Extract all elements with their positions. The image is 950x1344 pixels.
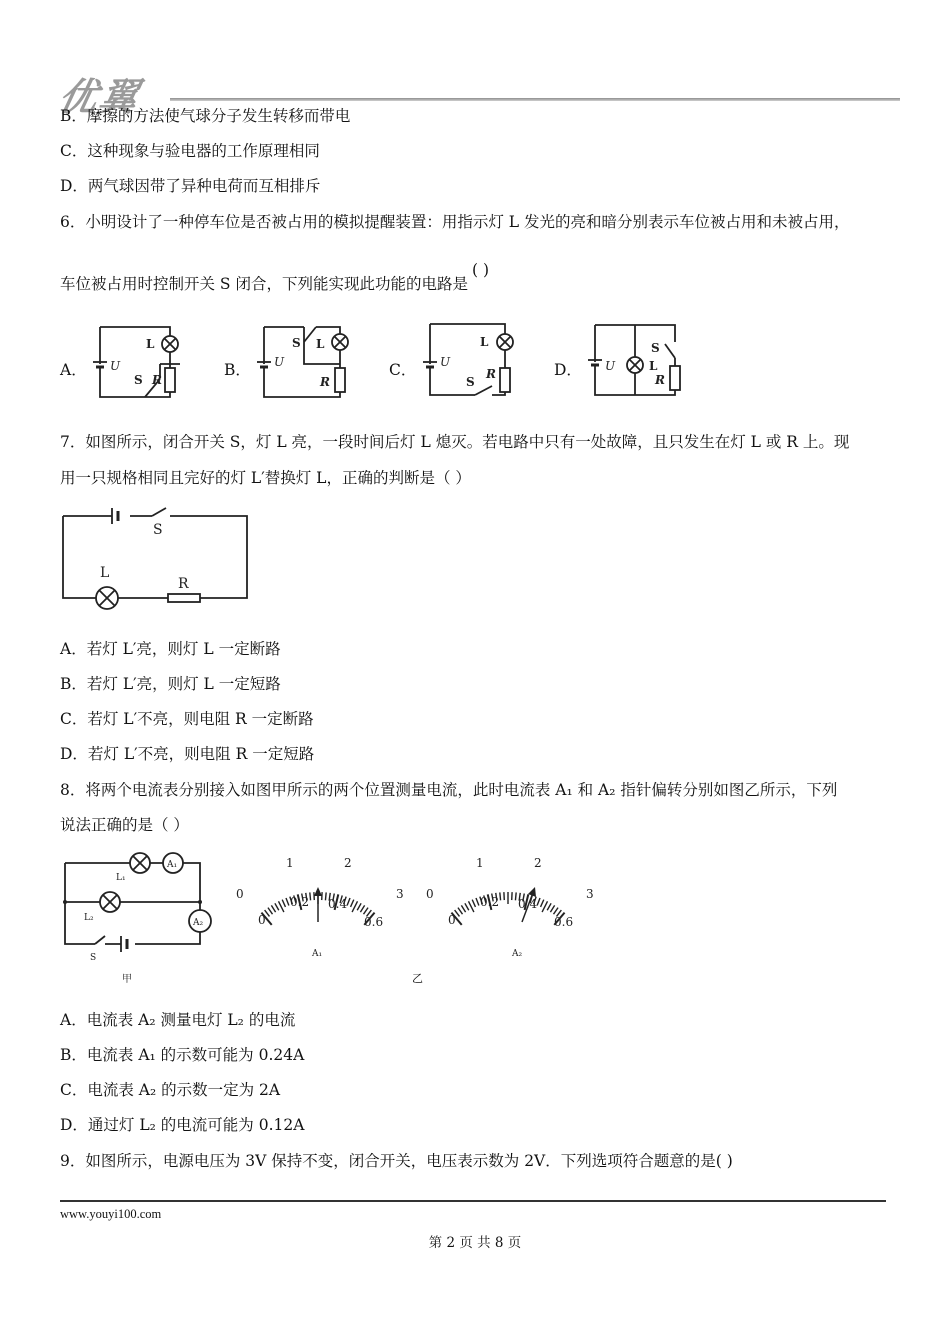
- q6c-r-label: R: [486, 367, 496, 381]
- q7-option-c: C．若灯 L′不亮，则电阻 R 一定断路: [60, 710, 314, 728]
- q5-option-b: B．摩擦的方法使气球分子发生转移而带电: [60, 107, 351, 125]
- q6-circuit-c: [420, 322, 530, 402]
- q6d-l-label: L: [649, 359, 658, 373]
- m2-top-1: 1: [476, 856, 484, 870]
- m1-bottom-2: 0.4: [328, 897, 348, 911]
- q8-option-a: A．电流表 A₂ 测量电灯 L₂ 的电流: [60, 1011, 296, 1029]
- q8-stem-line2: 说法正确的是（ ）: [60, 816, 189, 834]
- m2-top-3: 3: [586, 887, 594, 901]
- q8-a1-symbol: A₁: [167, 860, 178, 870]
- q6a-r-label: R: [152, 373, 162, 387]
- m2-bottom-0: 0: [448, 913, 456, 927]
- meter-tick: [550, 905, 554, 912]
- meter-tick: [476, 898, 479, 905]
- q8-stem-line1: 8．将两个电流表分别接入如图甲所示的两个位置测量电流，此时电流表 A₁ 和 A₂ 指针偏转分别如图乙所示，下列: [60, 781, 838, 799]
- q7-l-label: L: [100, 565, 110, 581]
- q6-answer-paren: ( ): [471, 261, 490, 279]
- m1-bottom-3: 0.6: [364, 915, 384, 929]
- meter-tick: [275, 903, 279, 910]
- meter-tick: [547, 903, 551, 910]
- m2-bottom-3: 0.6: [554, 915, 574, 929]
- m2-bottom-1: 0.2: [480, 895, 500, 909]
- q8-a2-symbol: A₂: [193, 918, 204, 928]
- q6a-l-label: L: [146, 337, 155, 351]
- logo-text: 优翼: [54, 75, 144, 119]
- q6-stem-line1: 6．小明设计了一种停车位是否被占用的模拟提醒装置：用指示灯 L 发光的亮和暗分别表示车位被占用和未被占用，: [60, 213, 850, 231]
- m2-top-0: 0: [426, 887, 434, 901]
- meter-tick: [537, 898, 540, 905]
- q8-option-d: D．通过灯 L₂ 的电流可能为 0.12A: [60, 1116, 305, 1134]
- meter-tick: [268, 908, 273, 915]
- m2-top-2: 2: [534, 856, 542, 870]
- q7-s-label: S: [153, 522, 163, 538]
- q6d-r-label: R: [655, 373, 665, 387]
- q7-stem-line2: 用一只规格相同且完好的灯 L′替换灯 L，正确的判断是（ ）: [60, 469, 471, 487]
- q9-stem-line1: 9．如图所示，电源电压为 3V 保持不变，闭合开关，电压表示数为 2V．下列选项符合题意的是( ): [60, 1152, 733, 1170]
- q6-label-d: D．: [554, 361, 582, 379]
- m1-bottom-1: 0.2: [290, 895, 310, 909]
- m1-top-0: 0: [236, 887, 244, 901]
- q7-option-a: A．若灯 L′亮，则灯 L 一定断路: [60, 640, 281, 658]
- q6a-u-label: U: [110, 359, 121, 373]
- m1-top-3: 3: [396, 887, 404, 901]
- q8-jia-label: 甲: [122, 974, 132, 985]
- meter-tick: [364, 908, 369, 915]
- q8-option-b: B．电流表 A₁ 的示数可能为 0.24A: [60, 1046, 305, 1064]
- q6c-u-label: U: [440, 355, 451, 369]
- q8-s-label: S: [90, 953, 97, 963]
- m2-label: A₂: [512, 949, 523, 959]
- q7-option-b: B．若灯 L′亮，则灯 L 一定短路: [60, 675, 281, 693]
- header-rule: [170, 98, 900, 101]
- q8-meter-a2: [418, 850, 608, 960]
- meter-tick: [554, 908, 559, 915]
- q6-circuit-d: [585, 320, 700, 400]
- meter-tick: [500, 892, 501, 900]
- q6a-s-label: S: [134, 373, 143, 387]
- q6b-l-label: L: [316, 337, 325, 351]
- footer-url: www.youyi100.com: [60, 1207, 162, 1221]
- meter-tick: [271, 905, 275, 912]
- q8-l1-label: L₁: [116, 873, 126, 883]
- meter-tick: [541, 900, 544, 907]
- q6c-s-label: S: [466, 375, 475, 389]
- q6b-s-label: S: [292, 336, 301, 350]
- meter-a2-scale: [451, 892, 564, 925]
- q8-yi-label: 乙: [412, 972, 423, 985]
- footer-rule: [60, 1200, 886, 1202]
- meter-tick: [515, 892, 516, 900]
- meter-tick: [347, 898, 350, 905]
- q8-option-c: C．电流表 A₂ 的示数一定为 2A: [60, 1081, 281, 1099]
- meter-tick: [310, 892, 311, 900]
- q8-l2-label: L₂: [84, 913, 94, 923]
- meter-tick: [360, 905, 364, 912]
- meter-tick: [325, 892, 326, 900]
- q6-stem-line2: [60, 261, 490, 294]
- meter-tick: [351, 900, 354, 907]
- q6-label-b: B．: [224, 361, 251, 379]
- m2-bottom-2: 0.4: [518, 897, 538, 911]
- q6-label-c: C．: [389, 361, 417, 379]
- q6b-u-label: U: [274, 355, 285, 369]
- q6-circuit-a: [90, 322, 200, 402]
- q6d-u-label: U: [605, 359, 616, 373]
- meter-tick: [465, 903, 469, 910]
- q8-circuit-jia: [60, 848, 210, 988]
- q7-option-d: D．若灯 L′不亮，则电阻 R 一定短路: [60, 745, 315, 763]
- q6-circuit-b: [254, 322, 364, 402]
- meter-tick: [472, 900, 475, 907]
- m1-bottom-0: 0: [258, 913, 266, 927]
- q5-option-d: D．两气球因带了异种电荷而互相排斥: [60, 177, 321, 195]
- q6c-l-label: L: [480, 335, 489, 349]
- meter-tick: [286, 898, 289, 905]
- q6-label-a: A．: [60, 361, 87, 379]
- m1-top-2: 2: [344, 856, 352, 870]
- q6b-r-label: R: [320, 375, 330, 389]
- q7-r-label: R: [178, 576, 189, 592]
- q7-stem-line1: 7．如图所示，闭合开关 S，灯 L 亮，一段时间后灯 L 熄灭。若电路中只有一处故障，且只发生在灯 L 或 R 上。现: [60, 433, 850, 451]
- meter-tick: [458, 908, 463, 915]
- meter-tick: [461, 905, 465, 912]
- q5-option-c: C．这种现象与验电器的工作原理相同: [60, 142, 320, 160]
- m1-top-1: 1: [286, 856, 294, 870]
- q7-circuit: [60, 502, 252, 604]
- q6-stem-text: 车位被占用时控制开关 S 闭合，下列能实现此功能的电路是: [60, 275, 468, 293]
- q6d-s-label: S: [651, 341, 660, 355]
- meter-tick: [357, 903, 361, 910]
- q8-meter-a1: [228, 850, 418, 960]
- meter-tick: [282, 900, 285, 907]
- m1-label: A₁: [312, 949, 323, 959]
- page-number: 第 2 页 共 8 页: [428, 1235, 522, 1251]
